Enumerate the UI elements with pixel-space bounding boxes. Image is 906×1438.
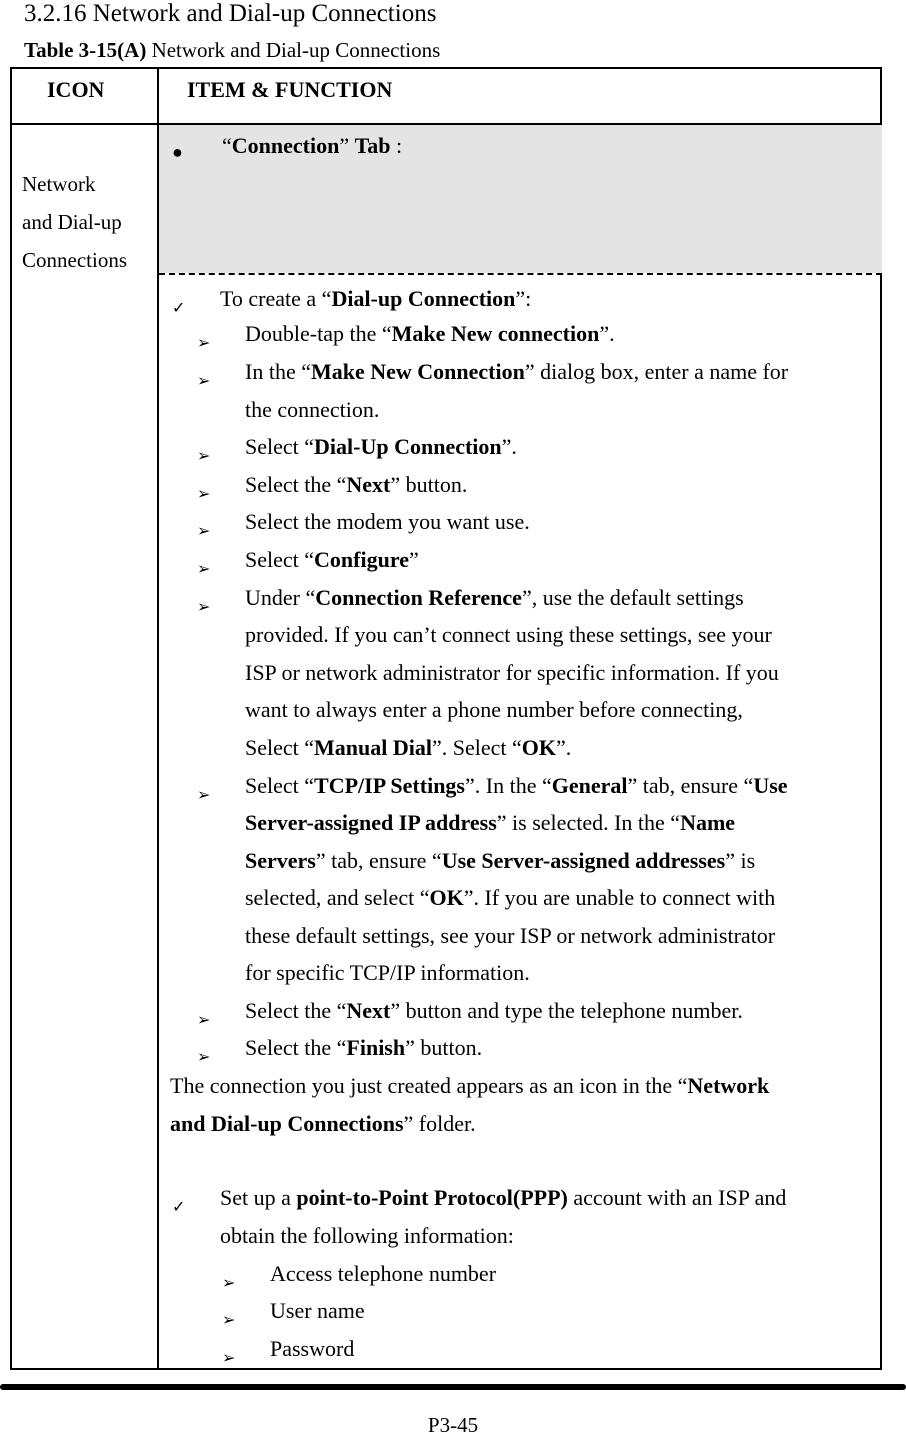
arrow-bullet-icon: ➢ <box>197 446 211 465</box>
line-text: ” dialog box, enter a name for <box>524 359 789 384</box>
bold-term: TCP/IP Settings <box>314 773 465 798</box>
bold-term: Manual Dial <box>314 735 432 760</box>
bold-term: OK <box>429 885 464 910</box>
arrow-bullet-icon: ➢ <box>222 1310 236 1329</box>
line-text: selected, and select “ <box>245 885 430 910</box>
icon-label-line: and Dial-up <box>22 210 122 234</box>
arrow-bullet-icon: ➢ <box>197 1047 211 1066</box>
arrow-bullet-icon: ➢ <box>222 1273 236 1292</box>
line-text: ”. Select “ <box>432 735 522 760</box>
instruction-line <box>245 917 775 955</box>
line-text: The connection you just created appears as an icon in the “ <box>170 1073 688 1098</box>
table-header-row <box>12 69 880 125</box>
line-text: Select the modem you want use. <box>245 509 530 534</box>
table-caption-label: Table 3-15(A) <box>24 38 147 62</box>
line-text: Select “ <box>245 773 315 798</box>
line-text: ” folder. <box>403 1111 476 1136</box>
instruction-line <box>245 1029 482 1067</box>
line-text: ”. <box>501 434 517 459</box>
arrow-bullet-icon: ➢ <box>197 333 211 352</box>
connection-tab-heading <box>222 131 402 161</box>
tab-heading-colon: : <box>390 133 403 158</box>
instruction-line <box>245 428 517 466</box>
bold-term: OK <box>521 735 557 760</box>
instruction-line <box>270 1292 365 1330</box>
line-text: these default settings, see your ISP or network administrator <box>245 923 776 948</box>
check-icon: ✓ <box>172 298 186 317</box>
line-text: ”: <box>515 286 532 311</box>
icon-label-line: Network <box>22 172 96 196</box>
arrow-bullet-icon: ➢ <box>197 521 211 540</box>
instruction-line <box>245 729 571 767</box>
arrow-bullet-icon: ➢ <box>197 785 211 804</box>
check-icon: ✓ <box>172 1197 186 1216</box>
bold-term: Next <box>346 472 391 497</box>
line-text: Access telephone number <box>270 1261 497 1286</box>
arrow-bullet-icon: ➢ <box>197 597 211 616</box>
line-text: Double-tap the “ <box>245 321 392 346</box>
line-text: ” <box>408 547 419 572</box>
network-dialup-table <box>10 67 882 1370</box>
bold-term: point-to-Point Protocol(PPP) <box>296 1185 568 1210</box>
bold-term: Use Server-assigned addresses <box>441 848 726 873</box>
line-text: ”, use the default settings <box>521 585 744 610</box>
line-text: Under “ <box>245 585 316 610</box>
instruction-line <box>245 654 779 692</box>
bold-term: and Dial-up Connections <box>170 1111 404 1136</box>
bold-term: Server-assigned IP address <box>245 810 497 835</box>
line-text: Select “ <box>245 547 315 572</box>
line-text: Select “ <box>245 434 315 459</box>
bold-term: Dial-Up Connection <box>314 434 502 459</box>
arrow-bullet-icon: ➢ <box>197 371 211 390</box>
instruction-line <box>245 616 772 654</box>
table-caption-text: Network and Dial-up Connections <box>146 38 441 62</box>
tab-heading-tab: Tab <box>354 133 391 158</box>
arrow-bullet-icon: ➢ <box>222 1348 236 1367</box>
line-text: ISP or network administrator for specific information. If you <box>245 660 779 685</box>
instruction-line <box>270 1255 496 1293</box>
instruction-line <box>245 954 530 992</box>
dashed-separator <box>159 273 882 275</box>
line-text: User name <box>270 1298 365 1323</box>
instruction-line <box>245 579 744 617</box>
section-title: 3.2.16 Network and Dial-up Connections <box>24 0 437 27</box>
line-text: ” button. <box>405 1035 483 1060</box>
line-text: Select the “ <box>245 1035 347 1060</box>
instruction-line <box>170 1067 769 1105</box>
header-icon-column: ICON <box>47 77 105 102</box>
table-caption <box>24 36 440 64</box>
instruction-line <box>245 767 788 805</box>
bold-term: Name <box>680 810 736 835</box>
bold-term: Use <box>753 773 788 798</box>
line-text: ”. <box>556 735 572 760</box>
instruction-line <box>245 842 755 880</box>
instruction-line <box>245 691 743 729</box>
instruction-line <box>245 466 467 504</box>
line-text: ” button. <box>390 472 468 497</box>
bold-term: Connection Reference <box>315 585 522 610</box>
line-text: ” is <box>725 848 756 873</box>
bold-term: General <box>551 773 628 798</box>
line-text: Password <box>270 1336 355 1361</box>
bold-term: Make New connection <box>391 321 600 346</box>
bold-term: Next <box>346 998 391 1023</box>
line-text: account with an ISP and <box>567 1185 787 1210</box>
line-text: ” tab, ensure “ <box>627 773 754 798</box>
arrow-bullet-icon: ➢ <box>197 1010 211 1029</box>
round-bullet-icon: ● <box>172 142 183 162</box>
line-text: To create a “ <box>220 286 332 311</box>
line-text: ”. If you are unable to connect with <box>463 885 776 910</box>
line-text: ” button and type the telephone number. <box>390 998 743 1023</box>
arrow-bullet-icon: ➢ <box>197 484 211 503</box>
bold-term: Finish <box>346 1035 406 1060</box>
bold-term: Make New Connection <box>310 359 525 384</box>
line-text: want to always enter a phone number before connecting, <box>245 697 743 722</box>
page-number: P3-45 <box>427 1413 479 1437</box>
bold-term: Servers <box>245 848 316 873</box>
arrow-bullet-icon: ➢ <box>197 559 211 578</box>
line-text: ” is selected. In the “ <box>496 810 681 835</box>
line-text: Select the “ <box>245 998 347 1023</box>
tab-heading-quote-close: ” <box>339 133 355 158</box>
tab-heading-connection: Connection <box>231 133 340 158</box>
instruction-line <box>245 315 615 353</box>
instruction-line <box>220 1179 786 1217</box>
instruction-line <box>170 1105 476 1143</box>
line-text: the connection. <box>245 397 380 422</box>
line-text: Set up a <box>220 1185 297 1210</box>
line-text: for specific TCP/IP information. <box>245 960 530 985</box>
icon-cell-label <box>22 165 127 279</box>
line-text: provided. If you can’t connect using these settings, see your <box>245 622 772 647</box>
instruction-line <box>270 1330 354 1368</box>
tab-heading-quote: “ <box>222 133 232 158</box>
line-text: Select “ <box>245 735 315 760</box>
bold-term: Configure <box>314 547 409 572</box>
instruction-line <box>245 992 743 1030</box>
header-item-function-column: ITEM & FUNCTION <box>187 77 393 102</box>
bold-term: Network <box>687 1073 770 1098</box>
instruction-line <box>220 1217 514 1255</box>
line-text: ” tab, ensure “ <box>315 848 442 873</box>
footer-rule <box>0 1384 906 1390</box>
line-text: obtain the following information: <box>220 1223 514 1248</box>
line-text: ”. In the “ <box>465 773 552 798</box>
instruction-line <box>245 879 775 917</box>
line-text: In the “ <box>245 359 311 384</box>
bold-term: Dial-up Connection <box>331 286 516 311</box>
instruction-line <box>220 280 531 318</box>
instruction-line <box>245 804 735 842</box>
icon-label-line: Connections <box>22 248 127 272</box>
instruction-line <box>245 391 379 429</box>
line-text: ”. <box>599 321 615 346</box>
instruction-line <box>245 503 530 541</box>
instruction-line <box>245 541 419 579</box>
line-text: Select the “ <box>245 472 347 497</box>
instruction-line <box>245 353 788 391</box>
